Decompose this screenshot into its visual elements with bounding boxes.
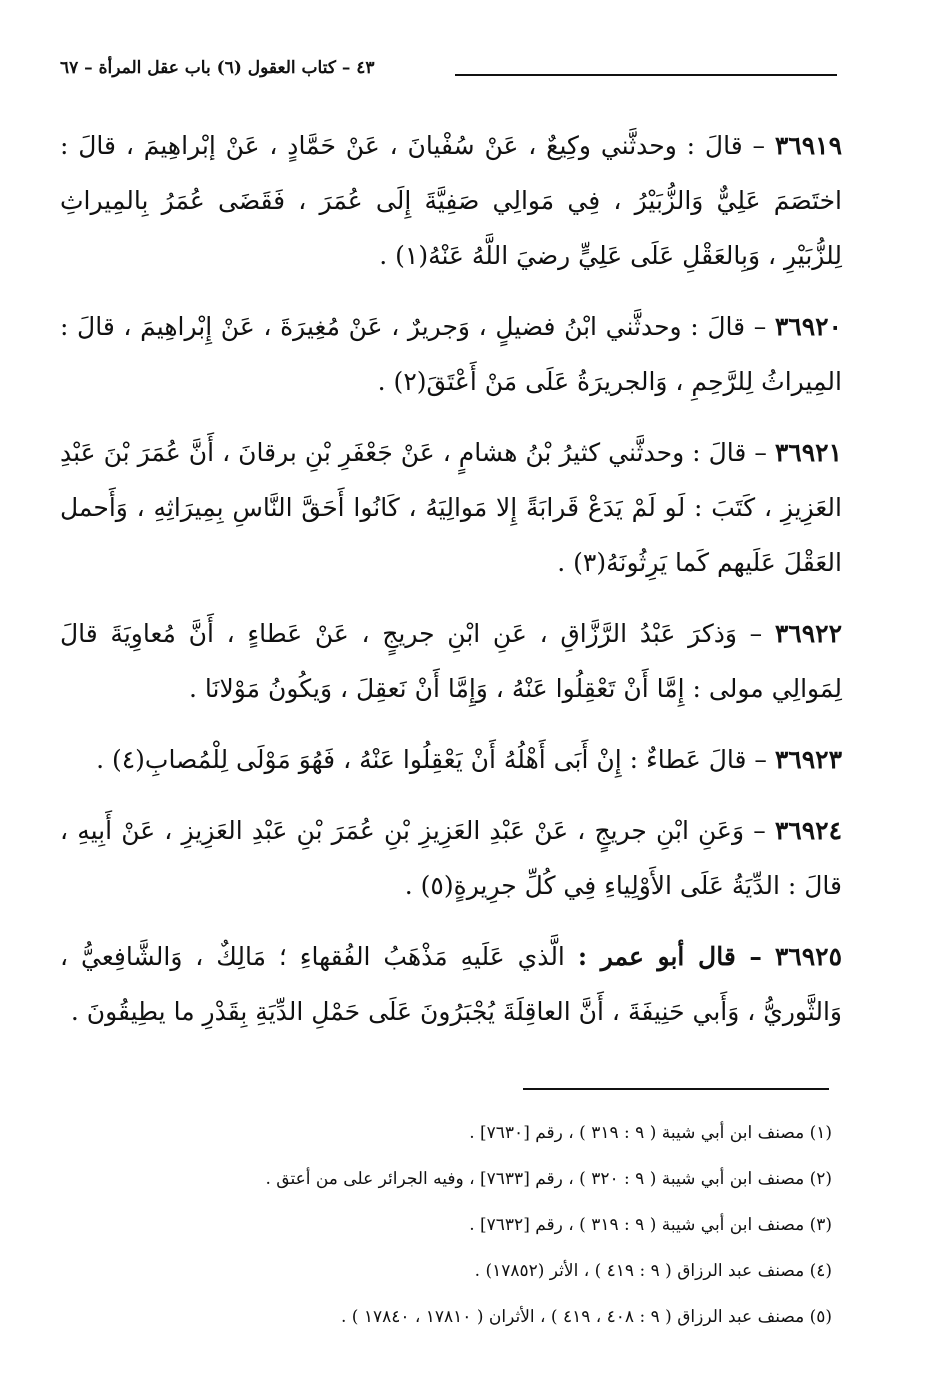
footnotes xyxy=(60,1110,832,1340)
entry-number: ٣٦٩٢٤ xyxy=(774,816,842,845)
footnote-rule xyxy=(523,1088,829,1090)
entry-number: ٣٦٩٢٠ xyxy=(774,312,842,341)
entry-number: ٣٦٩٢٢ xyxy=(774,619,843,648)
footnote-1: (١) مصنف ابن أبي شيبة ( ٩ : ٣١٩ ) ، رقم [٧٦٣٠] . xyxy=(469,1123,832,1143)
entry-36924 xyxy=(60,803,842,913)
entry-36919 xyxy=(60,118,842,283)
footnote-4: (٤) مصنف عبد الرزاق ( ٩ : ٤١٩ ) ، الأثر (١٧٨٥٢) . xyxy=(474,1261,832,1281)
entry-text: الَّذي عَلَيهِ مَذْهَبُ الفُقهاءِ ؛ مَالِكٌ ، وَالشَّافِعيُّ ، وَالثَّوريُّ ، وَأَبي حَنِيفَةَ ، أَنَّ العاقِلَةَ يُجْبَرُونَ عَلَى حَمْلِ الدِّيَةِ بِقَدْرِ ما يطِيقُونَ . xyxy=(60,942,842,1026)
footnote-2: (٢) مصنف ابن أبي شيبة ( ٩ : ٣٢٠ ) ، رقم [٧٦٣٣] ، وفيه الجرائر على من أعتق . xyxy=(265,1169,832,1189)
entry-lead: – قال أبو عمر : xyxy=(577,942,762,971)
entry-number: ٣٦٩١٩ xyxy=(774,131,842,160)
footnote-3: (٣) مصنف ابن أبي شيبة ( ٩ : ٣١٩ ) ، رقم [٧٦٣٢] . xyxy=(469,1215,832,1235)
entry-36922 xyxy=(60,606,842,716)
entry-36925 xyxy=(60,929,842,1039)
entry-text: – قالَ عَطاءٌ : إِنْ أَبَى أَهْلُهُ أَنْ يَعْقِلُوا عَنْهُ ، فَهُوَ مَوْلَى لِلْمُصابِ(٤) . xyxy=(96,745,767,774)
entry-36920 xyxy=(60,299,842,409)
entry-number: ٣٦٩٢٣ xyxy=(774,745,842,774)
entry-number: ٣٦٩٢١ xyxy=(774,438,842,467)
entry-text: – وَعَنِ ابْنِ جريجٍ ، عَنْ عَبْدِ العَزِيزِ بْنِ عُمَرَ بْنِ عَبْدِ العَزِيزِ ، عَنْ أَبِيهِ ، قالَ : الدِّيَةُ عَلَى الأَوْلِياءِ فِي كُلِّ جرِيرةٍ(٥) . xyxy=(60,816,842,900)
entry-number: ٣٦٩٢٥ xyxy=(774,942,842,971)
footnote-5: (٥) مصنف عبد الرزاق ( ٩ : ٤٠٨ ، ٤١٩ ) ، الأثران ( ١٧٨١٠ ، ١٧٨٤٠ ) . xyxy=(340,1307,832,1327)
entry-36921 xyxy=(60,425,842,590)
header-rule xyxy=(455,74,837,76)
entry-text: – قالَ : وحدثَّني كثيرُ بْنُ هشامٍ ، عَنْ جَعْفَرِ بْنِ برقانَ ، أَنَّ عُمَرَ بْنَ عَبْدِ العَزِيزِ ، كَتَبَ : لَو لَمْ يَدَعْ قَرابَةً إِلا مَوالِيَهُ ، كَانُوا أَحَقَّ النَّاسِ بِمِيرَاثِهِ ، وَأَحمل العَقْلَ عَلَيهم كَما يَرِثُونَهُ(٣) . xyxy=(60,438,842,577)
running-header: ٤٣ – كتاب العقول (٦) باب عقل المرأة – ٦٧ xyxy=(60,58,375,78)
entry-36923 xyxy=(60,732,842,787)
entry-text: – قالَ : وحدثَّني ابْنُ فضيلٍ ، وَجريرٌ ، عَنْ مُغِيرَةَ ، عَنْ إِبْراهِيمَ ، قالَ : المِيراثُ لِلرَّحِمِ ، وَالجريرَةُ عَلَى مَنْ أَعْتَقَ(٢) . xyxy=(60,312,842,396)
main-text xyxy=(60,118,842,1055)
entry-text: – وَذكرَ عَبْدُ الرَّزَّاقِ ، عَنِ ابْنِ جريجٍ ، عَنْ عَطاءٍ ، أَنَّ مُعاوِيَةَ قالَ لِمَوالِي مولى : إِمَّا أَنْ تَعْقِلُوا عَنْهُ ، وَإِمَّا أَنْ نَعقِلَ ، وَيكُونُ مَوْلانَا . xyxy=(60,619,842,703)
entry-text: – قالَ : وحدثَّني وكِيعٌ ، عَنْ سُفْيانَ ، عَنْ حَمَّادٍ ، عَنْ إبْراهِيمَ ، قالَ : اختَصَمَ عَلِيٌّ وَالزُّبَيْرُ ، فِي مَوالِي صَفِيَّةَ إِلَى عُمَرَ ، فَقَضَى عُمَرُ بِالمِيراثِ لِلزُّبَيْرِ ، وَبِالعَقْلِ عَلَى عَلِيٍّ رضيَ اللَّهُ عَنْهُ(١) . xyxy=(60,131,842,270)
